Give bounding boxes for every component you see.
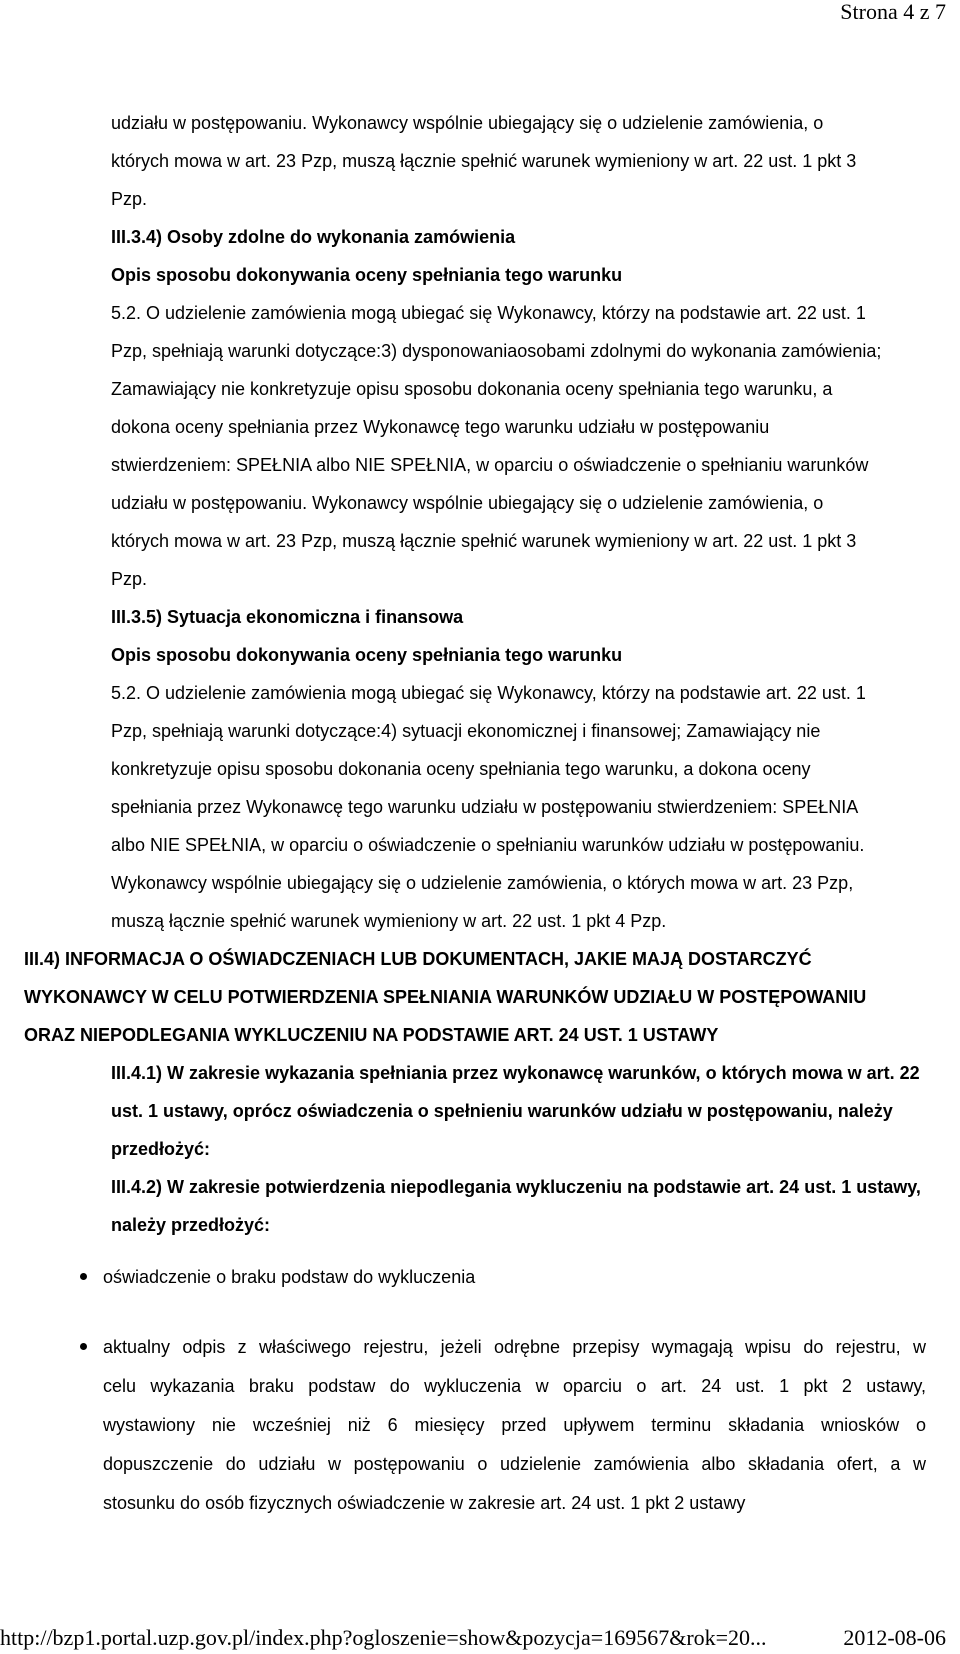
text-line: albo NIE SPEŁNIA, w oparciu o oświadczenie o spełnianiu warunków udziału w postępowaniu. <box>111 835 865 855</box>
text-line: ust. 1 ustawy, oprócz oświadczenia o spełnieniu warunków udziału w postępowaniu, należy <box>111 1101 893 1121</box>
text-block <box>0 636 960 674</box>
text-line: udziału w postępowaniu. Wykonawcy wspólnie ubiegający się o udzielenie zamówienia, o <box>111 493 824 513</box>
text-block <box>0 674 960 940</box>
text-block <box>0 1168 960 1244</box>
text-block <box>0 598 960 636</box>
list-item-line: aktualny odpis z właściwego rejestru, jeżeli odrębne przepisy wymagają wpisu do rejestru, w <box>103 1337 926 1357</box>
text-line: III.4.2) W zakresie potwierdzenia niepodlegania wykluczeniu na podstawie art. 24 ust. 1 ustawy, <box>111 1177 921 1197</box>
text-line: Pzp. <box>111 569 148 589</box>
text-line: ORAZ NIEPODLEGANIA WYKLUCZENIU NA PODSTAWIE ART. 24 UST. 1 USTAWY <box>24 1025 719 1045</box>
text-line: spełniania przez Wykonawcę tego warunku udziału w postępowaniu stwierdzeniem: SPEŁNIA <box>111 797 859 817</box>
document-body <box>0 104 960 1523</box>
text-block <box>0 940 960 1054</box>
text-line: których mowa w art. 23 Pzp, muszą łącznie spełnić warunek wymieniony w art. 22 ust. 1 pkt 3 <box>111 531 857 551</box>
bullet-icon <box>80 1273 87 1280</box>
text-line: 5.2. O udzielenie zamówienia mogą ubiegać się Wykonawcy, którzy na podstawie art. 22 ust. 1 <box>111 303 866 323</box>
text-line: Opis sposobu dokonywania oceny spełniania tego warunku <box>111 265 623 285</box>
text-line: konkretyzuje opisu sposobu dokonania oceny spełniania tego warunku, a dokona oceny <box>111 759 811 779</box>
list-item <box>0 1258 960 1297</box>
list-item-line: wystawiony nie wcześniej niż 6 miesięcy przed upływem terminu składania wniosków o <box>103 1415 926 1435</box>
list-item-line: dopuszczenie do udziału w postępowaniu o udzielenie zamówienia albo składania ofert, a w <box>103 1454 926 1474</box>
list-item <box>0 1328 960 1523</box>
text-line: dokona oceny spełniania przez Wykonawcę tego warunku udziału w postępowaniu <box>111 417 770 437</box>
text-line: 5.2. O udzielenie zamówienia mogą ubiegać się Wykonawcy, którzy na podstawie art. 22 ust. 1 <box>111 683 866 703</box>
text-line: Wykonawcy wspólnie ubiegający się o udzielenie zamówienia, o których mowa w art. 23 Pzp, <box>111 873 854 893</box>
text-line: III.3.5) Sytuacja ekonomiczna i finansowa <box>111 607 464 627</box>
text-line: Pzp. <box>111 189 148 209</box>
list-item-line: oświadczenie o braku podstaw do wykluczenia <box>103 1267 476 1287</box>
text-line: Zamawiający nie konkretyzuje opisu sposobu dokonania oceny spełniania tego warunku, a <box>111 379 833 399</box>
text-line: stwierdzeniem: SPEŁNIA albo NIE SPEŁNIA, w oparciu o oświadczenie o spełnianiu warunków <box>111 455 869 475</box>
text-line: muszą łącznie spełnić warunek wymieniony w art. 22 ust. 1 pkt 4 Pzp. <box>111 911 667 931</box>
text-line: WYKONAWCY W CELU POTWIERDZENIA SPEŁNIANIA WARUNKÓW UDZIAŁU W POSTĘPOWANIU <box>24 987 867 1007</box>
bullet-icon <box>80 1343 87 1350</box>
text-line: udziału w postępowaniu. Wykonawcy wspólnie ubiegający się o udzielenie zamówienia, o <box>111 113 824 133</box>
text-line: których mowa w art. 23 Pzp, muszą łącznie spełnić warunek wymieniony w art. 22 ust. 1 pkt 3 <box>111 151 857 171</box>
page-number: Strona 4 z 7 <box>840 0 946 24</box>
text-block <box>0 256 960 294</box>
text-line: III.4) INFORMACJA O OŚWIADCZENIACH LUB DOKUMENTACH, JAKIE MAJĄ DOSTARCZYĆ <box>24 949 812 969</box>
footer-date: 2012-08-06 <box>843 1625 946 1650</box>
text-line: Pzp, spełniają warunki dotyczące:4) sytuacji ekonomicznej i finansowej; Zamawiający nie <box>111 721 821 741</box>
text-block <box>0 104 960 218</box>
document-list <box>0 1258 960 1523</box>
list-item-line: celu wykazania braku podstaw do wykluczenia w oparciu o art. 24 ust. 1 pkt 2 ustawy, <box>103 1376 926 1396</box>
text-line: należy przedłożyć: <box>111 1215 271 1235</box>
text-line: III.4.1) W zakresie wykazania spełniania przez wykonawcę warunków, o których mowa w art. 22 <box>111 1063 920 1083</box>
list-item-line: stosunku do osób fizycznych oświadczenie w zakresie art. 24 ust. 1 pkt 2 ustawy <box>103 1493 746 1513</box>
text-block <box>0 1054 960 1168</box>
text-block <box>0 218 960 256</box>
text-line: III.3.4) Osoby zdolne do wykonania zamówienia <box>111 227 516 247</box>
text-line: Opis sposobu dokonywania oceny spełniania tego warunku <box>111 645 623 665</box>
footer-url: http://bzp1.portal.uzp.gov.pl/index.php?ogloszenie=show&pozycja=169567&rok=20... <box>0 1625 767 1650</box>
text-block <box>0 294 960 598</box>
text-line: przedłożyć: <box>111 1139 211 1159</box>
text-line: Pzp, spełniają warunki dotyczące:3) dysponowaniaosobami zdolnymi do wykonania zamówienia; <box>111 341 882 361</box>
